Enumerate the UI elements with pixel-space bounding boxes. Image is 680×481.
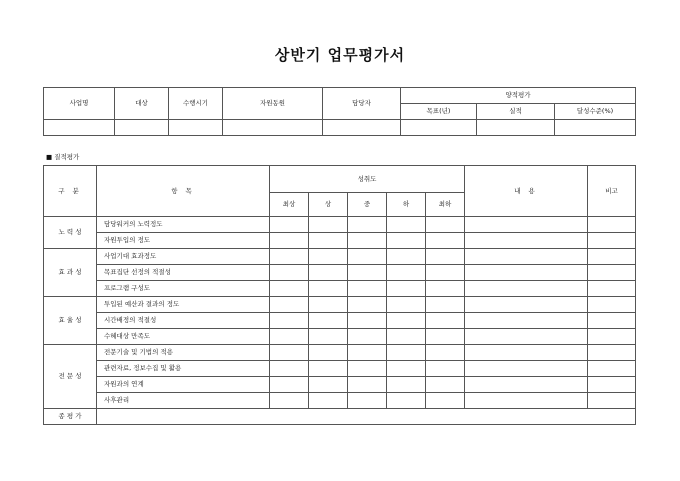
header-project: 사업명 [44, 88, 115, 120]
rating-best-cell[interactable] [270, 233, 309, 249]
rating-worst-cell[interactable] [426, 313, 465, 329]
header-achievement-rate: 달성수준(%) [555, 104, 636, 120]
rating-low-cell[interactable] [387, 249, 426, 265]
note-cell[interactable] [588, 329, 636, 345]
rating-low-cell[interactable] [387, 377, 426, 393]
rating-low-cell[interactable] [387, 313, 426, 329]
rating-worst-cell[interactable] [426, 233, 465, 249]
cell-resources[interactable] [223, 120, 323, 136]
item-label: 사업기대 효과정도 [97, 249, 270, 265]
rating-best-cell[interactable] [270, 377, 309, 393]
overall-cell[interactable] [97, 409, 636, 425]
group-label: 전 문 성 [44, 345, 97, 409]
header-period: 수행시기 [169, 88, 223, 120]
rating-high-cell[interactable] [309, 281, 348, 297]
rating-worst-cell[interactable] [426, 329, 465, 345]
header-quantitative: 양적평가 [401, 88, 636, 104]
note-cell[interactable] [588, 297, 636, 313]
rating-low-cell[interactable] [387, 329, 426, 345]
note-cell[interactable] [588, 361, 636, 377]
rating-best-cell[interactable] [270, 345, 309, 361]
rating-high-cell[interactable] [309, 329, 348, 345]
rating-high-cell[interactable] [309, 217, 348, 233]
table-row [44, 345, 636, 361]
rating-high-cell[interactable] [309, 393, 348, 409]
item-label: 자원투입의 정도 [97, 233, 270, 249]
section-label: ■ 질적평가 [46, 153, 80, 161]
item-label: 시간배정의 적절성 [97, 313, 270, 329]
item-label: 투입된 예산과 결과의 정도 [97, 297, 270, 313]
note-cell[interactable] [588, 313, 636, 329]
level-best: 최상 [270, 193, 309, 217]
table-row [44, 249, 636, 265]
rating-best-cell[interactable] [270, 249, 309, 265]
item-label: 전문기술 및 기법의 적용 [97, 345, 270, 361]
item-label: 담당워커의 노력정도 [97, 217, 270, 233]
cell-project[interactable] [44, 120, 115, 136]
content-cell[interactable] [465, 361, 588, 377]
rating-worst-cell[interactable] [426, 281, 465, 297]
rating-low-cell[interactable] [387, 361, 426, 377]
rating-mid-cell[interactable] [348, 217, 387, 233]
header-category: 구 분 [44, 166, 97, 217]
group-label: 노 력 성 [44, 217, 97, 249]
content-cell[interactable] [465, 393, 588, 409]
rating-high-cell[interactable] [309, 345, 348, 361]
rating-mid-cell[interactable] [348, 377, 387, 393]
rating-high-cell[interactable] [309, 377, 348, 393]
overall-label: 종 평 가 [44, 409, 97, 425]
level-worst: 최하 [426, 193, 465, 217]
note-cell[interactable] [588, 249, 636, 265]
note-cell[interactable] [588, 217, 636, 233]
rating-high-cell[interactable] [309, 361, 348, 377]
rating-best-cell[interactable] [270, 265, 309, 281]
content-cell[interactable] [465, 345, 588, 361]
table-row [44, 313, 636, 329]
rating-worst-cell[interactable] [426, 265, 465, 281]
table-row [44, 265, 636, 281]
summary-table [43, 87, 636, 136]
note-cell[interactable] [588, 233, 636, 249]
header-achievement: 성취도 [270, 166, 465, 193]
rating-best-cell[interactable] [270, 393, 309, 409]
rating-mid-cell[interactable] [348, 281, 387, 297]
content-cell[interactable] [465, 297, 588, 313]
rating-worst-cell[interactable] [426, 361, 465, 377]
table-row [44, 329, 636, 345]
cell-achievement-rate[interactable] [555, 120, 636, 136]
note-cell[interactable] [588, 377, 636, 393]
rating-best-cell[interactable] [270, 297, 309, 313]
header-goal: 목표(년) [401, 104, 477, 120]
header-manager: 담당자 [323, 88, 401, 120]
header-result: 실적 [477, 104, 555, 120]
content-cell[interactable] [465, 233, 588, 249]
cell-goal[interactable] [401, 120, 477, 136]
qualitative-table [43, 165, 636, 425]
rating-high-cell[interactable] [309, 265, 348, 281]
rating-low-cell[interactable] [387, 265, 426, 281]
rating-worst-cell[interactable] [426, 345, 465, 361]
rating-mid-cell[interactable] [348, 345, 387, 361]
level-high: 상 [309, 193, 348, 217]
rating-best-cell[interactable] [270, 217, 309, 233]
table-row [44, 393, 636, 409]
rating-low-cell[interactable] [387, 393, 426, 409]
content-cell[interactable] [465, 249, 588, 265]
rating-high-cell[interactable] [309, 249, 348, 265]
rating-best-cell[interactable] [270, 361, 309, 377]
item-label: 목표집단 선정의 적절성 [97, 265, 270, 281]
level-low: 하 [387, 193, 426, 217]
header-item: 항 목 [97, 166, 270, 217]
item-label: 사후관리 [97, 393, 270, 409]
table-row [44, 281, 636, 297]
rating-best-cell[interactable] [270, 329, 309, 345]
rating-worst-cell[interactable] [426, 217, 465, 233]
rating-worst-cell[interactable] [426, 393, 465, 409]
cell-manager[interactable] [323, 120, 401, 136]
rating-worst-cell[interactable] [426, 297, 465, 313]
note-cell[interactable] [588, 265, 636, 281]
rating-mid-cell[interactable] [348, 297, 387, 313]
content-cell[interactable] [465, 217, 588, 233]
content-cell[interactable] [465, 329, 588, 345]
rating-mid-cell[interactable] [348, 329, 387, 345]
rating-high-cell[interactable] [309, 297, 348, 313]
content-cell[interactable] [465, 377, 588, 393]
rating-mid-cell[interactable] [348, 393, 387, 409]
rating-low-cell[interactable] [387, 281, 426, 297]
cell-target[interactable] [115, 120, 169, 136]
header-resources: 자원동원 [223, 88, 323, 120]
note-cell[interactable] [588, 281, 636, 297]
content-cell[interactable] [465, 265, 588, 281]
page-title: 상반기 업무평가서 [274, 46, 406, 64]
content-cell[interactable] [465, 313, 588, 329]
rating-worst-cell[interactable] [426, 249, 465, 265]
item-label: 수혜대상 만족도 [97, 329, 270, 345]
header-content: 내 용 [465, 166, 588, 217]
cell-period[interactable] [169, 120, 223, 136]
item-label: 프로그램 구성도 [97, 281, 270, 297]
rating-mid-cell[interactable] [348, 361, 387, 377]
group-label: 효 율 성 [44, 297, 97, 345]
rating-low-cell[interactable] [387, 217, 426, 233]
rating-mid-cell[interactable] [348, 265, 387, 281]
rating-high-cell[interactable] [309, 233, 348, 249]
table-row [44, 217, 636, 233]
header-target: 대상 [115, 88, 169, 120]
rating-mid-cell[interactable] [348, 249, 387, 265]
rating-high-cell[interactable] [309, 313, 348, 329]
header-note: 비고 [588, 166, 636, 217]
cell-result[interactable] [477, 120, 555, 136]
item-label: 관련자료, 정보수집 및 활용 [97, 361, 270, 377]
rating-best-cell[interactable] [270, 313, 309, 329]
group-label: 효 과 성 [44, 249, 97, 297]
rating-worst-cell[interactable] [426, 377, 465, 393]
rating-best-cell[interactable] [270, 281, 309, 297]
rating-low-cell[interactable] [387, 233, 426, 249]
item-label: 자원과의 연계 [97, 377, 270, 393]
table-row [44, 297, 636, 313]
level-mid: 중 [348, 193, 387, 217]
rating-mid-cell[interactable] [348, 313, 387, 329]
note-cell[interactable] [588, 345, 636, 361]
table-row [44, 377, 636, 393]
table-row [44, 233, 636, 249]
table-row [44, 361, 636, 377]
rating-low-cell[interactable] [387, 297, 426, 313]
note-cell[interactable] [588, 393, 636, 409]
rating-low-cell[interactable] [387, 345, 426, 361]
rating-mid-cell[interactable] [348, 233, 387, 249]
content-cell[interactable] [465, 281, 588, 297]
